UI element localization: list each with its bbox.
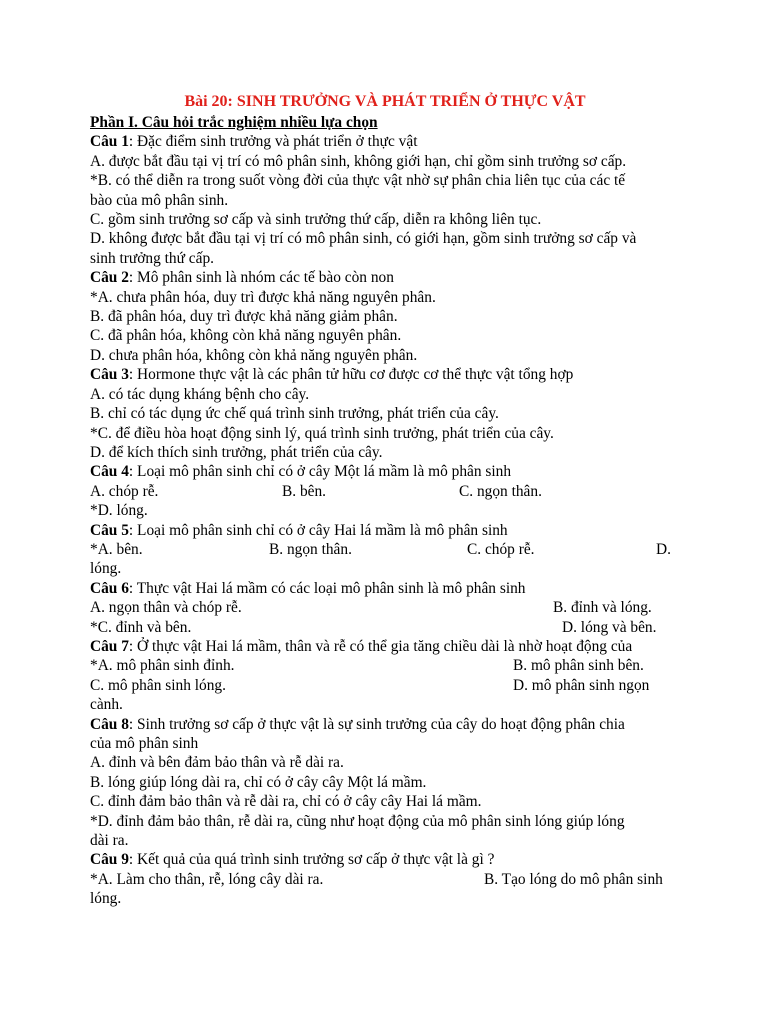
question-text: : Kết quả của quá trình sinh trưởng sơ cấp ở thực vật là gì ?: [128, 851, 495, 869]
question-label: Câu 4: [90, 463, 129, 481]
q2-option-b: B. đã phân hóa, duy trì được khả năng giảm phân.: [90, 308, 398, 326]
q4-options-row: [90, 482, 680, 501]
q1-option-b-cont: bào của mô phân sinh.: [90, 191, 229, 209]
q5-options-row: [90, 540, 680, 559]
question-text: : Hormone thực vật là các phân tử hữu cơ được cơ thể thực vật tổng hợp: [128, 366, 574, 384]
question-text: : Sinh trưởng sơ cấp ở thực vật là sự sinh trưởng của cây do hoạt động phân chia: [128, 715, 625, 733]
q8-option-b: B. lóng giúp lóng dài ra, chỉ có ở cây cây Một lá mầm.: [90, 773, 427, 791]
document-body: [90, 92, 680, 909]
q9-option-a: *A. Làm cho thân, rễ, lóng cây dài ra.: [90, 870, 324, 888]
q5-option-b: B. ngọn thân.: [269, 540, 352, 558]
q5-option-c: C. chóp rễ.: [467, 540, 535, 558]
question-label: Câu 1: [90, 133, 129, 151]
q6-option-b: B. đỉnh và lóng.: [553, 599, 652, 617]
q3-option-a: A. có tác dụng kháng bệnh cho cây.: [90, 385, 310, 403]
q5-option-a: *A. bên.: [90, 540, 143, 558]
q7-option-c: C. mô phân sinh lóng.: [90, 676, 226, 694]
q7-option-d: D. mô phân sinh ngọn: [513, 676, 650, 694]
question-label: Câu 6: [90, 579, 129, 597]
question-text: : Mô phân sinh là nhóm các tế bào còn non: [128, 269, 394, 287]
question-label: Câu 5: [90, 521, 129, 539]
question-3: [90, 365, 680, 384]
question-7: [90, 637, 680, 656]
q1-option-b: *B. có thể diễn ra trong suốt vòng đời của thực vật nhờ sự phân chia liên tục của các tế: [90, 172, 626, 190]
question-label: Câu 3: [90, 366, 129, 384]
question-label: Câu 2: [90, 269, 129, 287]
question-text: : Loại mô phân sinh chỉ có ở cây Một lá mầm là mô phân sinh: [128, 463, 512, 481]
q9-option-b: B. Tạo lóng do mô phân sinh: [484, 870, 663, 888]
q1-option-c: C. gồm sinh trưởng sơ cấp và sinh trưởng thứ cấp, diễn ra không liên tục.: [90, 211, 542, 229]
q8-option-d-cont: dài ra.: [90, 831, 129, 849]
q1-option-d-cont: sinh trưởng thứ cấp.: [90, 249, 214, 267]
q6-option-c: *C. đỉnh và bên.: [90, 618, 192, 636]
q9-option-b-cont: lóng.: [90, 890, 122, 908]
q8-option-a: A. đỉnh và bên đảm bảo thân và rễ dài ra.: [90, 754, 344, 772]
q1-option-a: A. được bắt đầu tại vị trí có mô phân sinh, không giới hạn, chỉ gồm sinh trưởng sơ cấp.: [90, 152, 627, 170]
question-4: [90, 462, 680, 481]
question-9: [90, 850, 680, 869]
q2-option-d: D. chưa phân hóa, không còn khả năng nguyên phân.: [90, 346, 418, 364]
question-8-cont: của mô phân sinh: [90, 734, 199, 752]
q2-option-c: C. đã phân hóa, không còn khả năng nguyên phân.: [90, 327, 402, 345]
q7-options-row-2: [90, 676, 680, 695]
q5-option-d-cont: lóng.: [90, 560, 122, 578]
question-text: : Thực vật Hai lá mầm có các loại mô phân sinh là mô phân sinh: [128, 579, 526, 597]
q7-options-row-1: [90, 656, 680, 675]
q6-option-a: A. ngọn thân và chóp rễ.: [90, 599, 242, 617]
q5-option-d: D.: [656, 540, 671, 558]
q9-options-row: [90, 870, 680, 889]
question-5: [90, 521, 680, 540]
question-label: Câu 9: [90, 851, 129, 869]
q7-option-d-cont: cành.: [90, 696, 123, 714]
question-6: [90, 579, 680, 598]
lesson-title: Bài 20: SINH TRƯỞNG VÀ PHÁT TRIỂN Ở THỰC VẬT: [184, 93, 586, 110]
q4-option-b: B. bên.: [282, 482, 327, 500]
question-text: : Ở thực vật Hai lá mầm, thân và rễ có thể gia tăng chiều dài là nhờ hoạt động của: [128, 637, 633, 655]
q3-option-b: B. chỉ có tác dụng ức chế quá trình sinh trưởng, phát triển của cây.: [90, 405, 499, 423]
q6-option-d: D. lóng và bên.: [562, 618, 657, 636]
question-label: Câu 8: [90, 715, 129, 733]
q4-option-d: *D. lóng.: [90, 502, 148, 520]
question-label: Câu 7: [90, 637, 129, 655]
q3-option-c: *C. để điều hòa hoạt động sinh lý, quá trình sinh trưởng, phát triển của cây.: [90, 424, 554, 442]
q4-option-a: A. chóp rễ.: [90, 482, 159, 500]
q2-option-a: *A. chưa phân hóa, duy trì được khả năng nguyên phân.: [90, 288, 436, 306]
q1-option-d: D. không được bắt đầu tại vị trí có mô phân sinh, có giới hạn, gồm sinh trưởng sơ cấp và: [90, 230, 637, 248]
q6-options-row-2: [90, 618, 680, 637]
question-text: : Loại mô phân sinh chỉ có ở cây Hai lá mầm là mô phân sinh: [128, 521, 508, 539]
q3-option-d: D. để kích thích sinh trưởng, phát triển của cây.: [90, 443, 383, 461]
q7-option-a: *A. mô phân sinh đỉnh.: [90, 657, 235, 675]
q7-option-b: B. mô phân sinh bên.: [513, 657, 644, 675]
question-text: : Đặc điểm sinh trưởng và phát triển ở thực vật: [128, 133, 418, 151]
question-2: [90, 268, 680, 287]
q6-options-row-1: [90, 598, 680, 617]
question-8: [90, 715, 680, 734]
q8-option-c: C. đỉnh đảm bảo thân và rễ dài ra, chỉ có ở cây cây Hai lá mầm.: [90, 793, 482, 811]
question-1: [90, 132, 680, 151]
q4-option-c: C. ngọn thân.: [459, 482, 542, 500]
q8-option-d: *D. đỉnh đảm bảo thân, rễ dài ra, cũng như hoạt động của mô phân sinh lóng giúp lóng: [90, 812, 625, 830]
section-heading: Phần I. Câu hỏi trắc nghiệm nhiều lựa chọn: [90, 114, 378, 131]
